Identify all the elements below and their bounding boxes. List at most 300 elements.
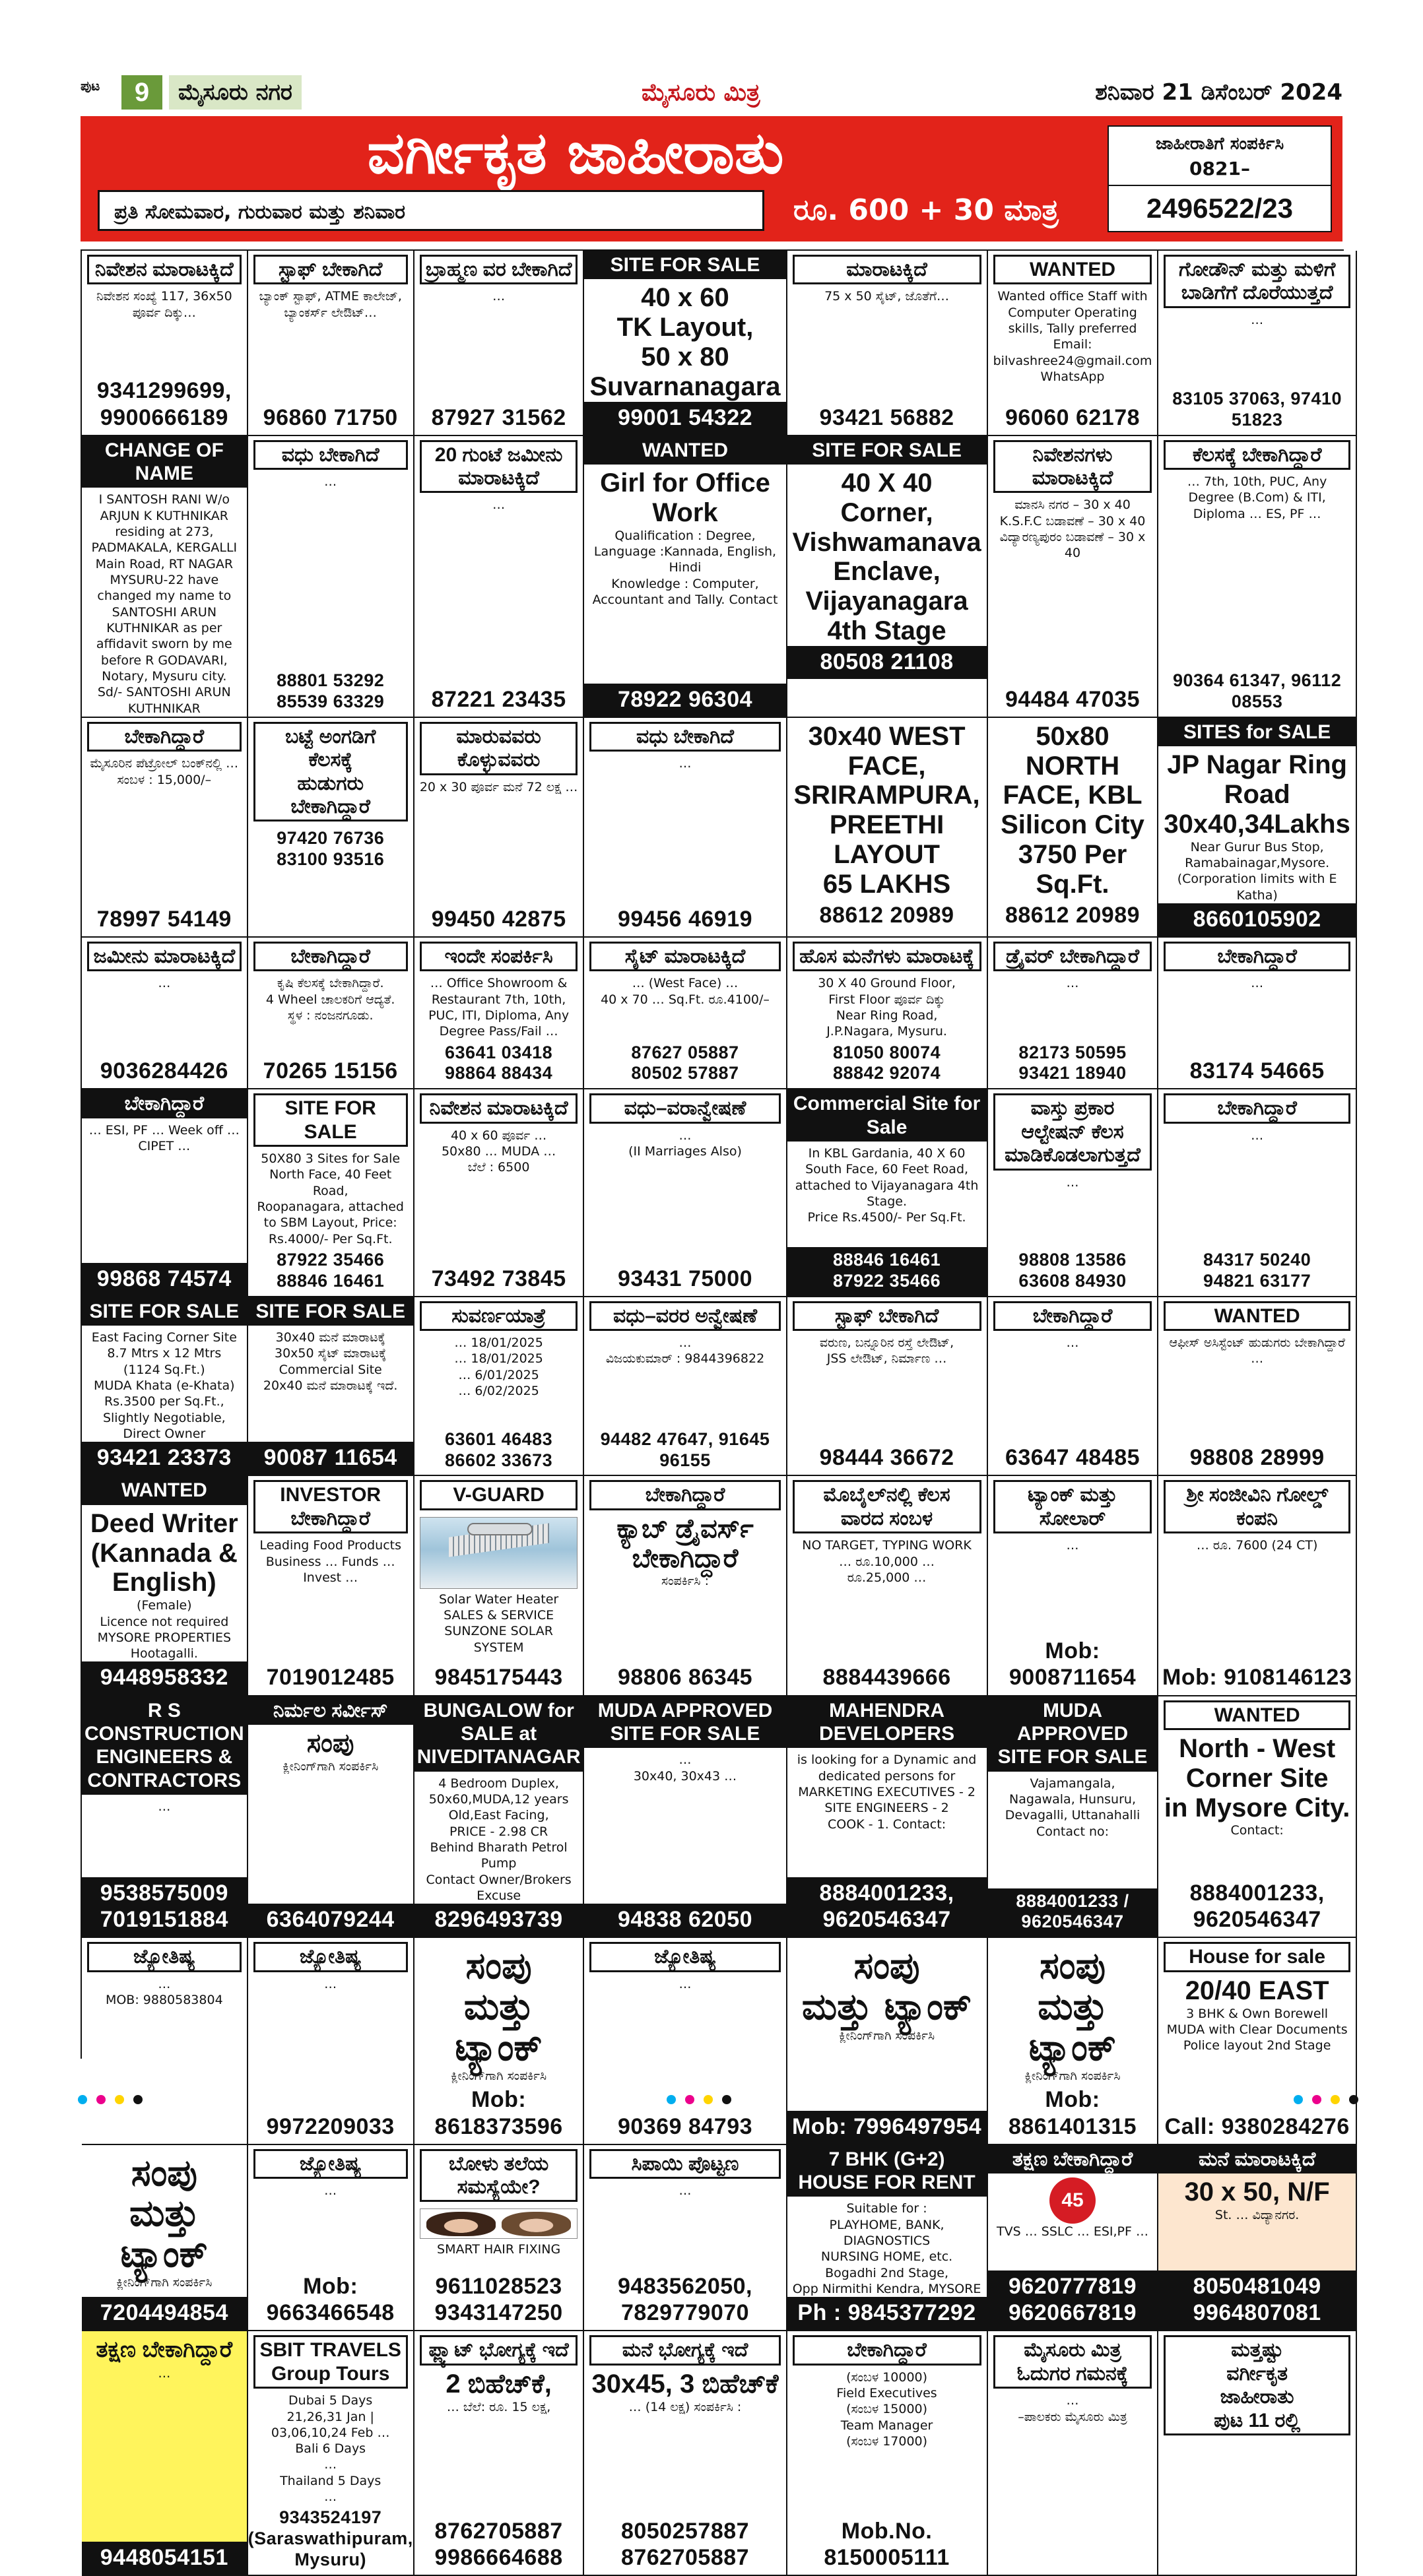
- classified-ad: [584, 1297, 787, 1477]
- ad-phone: 8884001233, 9620546347: [1189, 1881, 1325, 1933]
- ad-phone: 8050481049 9964807081: [1158, 2270, 1355, 2330]
- ad-heading: SITE FOR SALE: [82, 1297, 247, 1326]
- classified-ad: [1158, 1938, 1356, 2144]
- ad-phone: 90087 11654: [248, 1442, 413, 1475]
- ad-heading: ಇಂದೇ ಸಂಪರ್ಕಿಸಿ: [420, 942, 578, 971]
- ad-heading: R S CONSTRUCTION ENGINEERS & CONTRACTORS: [82, 1696, 247, 1795]
- classified-ad: [248, 718, 414, 938]
- classified-ad: [584, 1938, 787, 2144]
- contact-code: 0821–: [1189, 158, 1250, 179]
- ad-heading: ತಕ್ಷಣ ಬೇಕಾಗಿದ್ದಾರೆ: [988, 2145, 1158, 2174]
- ad-heading: ಬೇಕಾಗಿದ್ದಾರೆ: [793, 2335, 981, 2365]
- masthead-logo-icon: 45: [1049, 2177, 1096, 2224]
- classified-ad: [248, 1476, 414, 1696]
- hair-fixing-photo: [420, 2208, 578, 2239]
- ad-highlight: 2 ಬಿಹೆಚ್‌ಕೆ,: [446, 2369, 552, 2399]
- ad-heading: CHANGE OF NAME: [82, 436, 247, 488]
- classified-ad: [82, 1938, 248, 2144]
- classified-ad: [414, 1696, 585, 1939]
- classified-ad: [248, 436, 414, 718]
- ad-heading: ಬಟ್ಟೆ ಅಂಗಡಿಗೆ ಕೆಲಸಕ್ಕೆ ಹುಡುಗರು ಬೇಕಾಗಿದ್ದಾರೆ: [253, 722, 408, 822]
- ad-body: 30 X 40 Ground Floor, First Floor ಪೂರ್ವ ದಿಕ್ಕು Near Ring Road, J.P.Nagara, Mysuru.: [818, 976, 956, 1039]
- ad-body: ಕ್ಲೀನಿಂಗ್‌ಗಾಗಿ ಸಂಪರ್ಕಿಸಿ: [839, 2028, 935, 2043]
- ad-body: … 30x40, 30x43 …: [633, 1753, 737, 1784]
- ad-heading: ಬೇಕಾಗಿದ್ದಾರೆ: [993, 1301, 1152, 1331]
- ad-body: …: [158, 1799, 171, 1815]
- ad-highlight: 40 x 60 TK Layout, 50 x 80 Suvarnanagara: [589, 283, 781, 401]
- ad-body: (Female) Licence not required MYSORE PROPERTIES Hootagalli.: [97, 1598, 232, 1661]
- ad-heading: WANTED: [584, 436, 785, 465]
- sampu-title: ಸಂಪು ಮತ್ತು ಟ್ಯಾಂಕ್: [801, 1945, 972, 2028]
- classified-ad: [414, 1089, 585, 1297]
- banner-price: ರೂ. 600 + 30 ಮಾತ್ರ: [793, 193, 1059, 227]
- ad-phone: 63641 03418 98864 88434: [445, 1042, 553, 1083]
- ad-heading: ಜ್ಯೋತಿಷ್ಯ: [87, 1942, 242, 1972]
- classified-ad: [584, 2145, 787, 2332]
- ad-heading: MUDA APPROVED SITE FOR SALE: [584, 1696, 785, 1749]
- classified-ad: [988, 1089, 1159, 1297]
- banner-title: ವರ್ಗೀಕೃತ ಜಾಹೀರಾತು: [367, 119, 784, 187]
- classified-ad: [988, 1696, 1159, 1939]
- ad-body: ಮಾನಸಿ ನಗರ – 30 x 40 K.S.F.C ಬಡಾವಣೆ – 30 x 40 ವಿದ್ಯಾರಣ್ಯಪುರಂ ಬಡಾವಣೆ – 30 x 40: [999, 498, 1146, 561]
- classified-ad: [1158, 718, 1356, 938]
- classified-ad: [248, 251, 414, 436]
- ad-body: …: [1066, 976, 1079, 991]
- ad-phone: 9343524197 (Saraswathipuram, Mysuru): [248, 2507, 413, 2570]
- classified-ad: [82, 436, 248, 718]
- ad-phone: 9538575009 7019151884: [82, 1877, 247, 1937]
- issue-date: ಶನಿವಾರ 21 ಡಿಸೆಂಬರ್ 2024: [1095, 79, 1342, 106]
- ad-heading: ಮನೆ ಮಾರಾಟಕ್ಕಿದೆ: [1158, 2145, 1355, 2174]
- ad-body: 30x40 ಮನೆ ಮಾರಾಟಕ್ಕೆ 30x50 ಸೈಟ್ ಮಾರಾಟಕ್ಕೆ Commercial Site 20x40 ಮನೆ ಮಾರಾಟಕ್ಕೆ ಇದೆ.: [263, 1330, 398, 1394]
- classified-ad: [414, 251, 585, 436]
- ad-heading: WANTED: [993, 255, 1152, 284]
- classified-ad: [82, 1696, 248, 1939]
- classified-ad: [1158, 2145, 1356, 2332]
- ad-body: … 7th, 10th, PUC, Any Degree (B.Com) & ITI, Diploma … ES, PF …: [1187, 474, 1327, 521]
- ad-phone: 87627 05887 80502 57887: [631, 1042, 739, 1083]
- ad-body: …: [158, 976, 171, 991]
- ad-body: …: [1251, 1128, 1264, 1143]
- ad-heading: ಜ್ಯೋತಿಷ್ಯ: [253, 1942, 408, 1972]
- classified-ad: [248, 1297, 414, 1477]
- ad-body: ಸಂಪರ್ಕಿಸಿ :: [661, 1574, 709, 1589]
- classified-ad: [82, 2145, 248, 2332]
- ad-heading: INVESTOR ಬೇಕಾಗಿದ್ದಾರೆ: [253, 1480, 408, 1533]
- ad-heading: WANTED: [1164, 1301, 1350, 1331]
- ad-heading: ಬೇಕಾಗಿದ್ದಾರೆ: [87, 722, 242, 752]
- ad-heading: SITE FOR SALE: [248, 1297, 413, 1326]
- ad-phone: 82173 50595 93421 18940: [1018, 1042, 1127, 1083]
- ad-phone: 88612 20989: [1005, 902, 1141, 928]
- ad-phone: Ph : 9845377292: [787, 2297, 987, 2330]
- ad-highlight: ಸಂಪು: [306, 1728, 354, 1758]
- ad-highlight: 30 x 50, N/F: [1184, 2177, 1330, 2207]
- ad-phone: 80508 21108: [787, 646, 987, 679]
- ad-heading: ಬೇಕಾಗಿದ್ದಾರೆ: [253, 942, 408, 971]
- contact-number: 2496522/23: [1109, 185, 1331, 231]
- ad-phone: 90369 84793: [617, 2113, 753, 2139]
- classified-ad: [787, 436, 988, 718]
- ad-heading: ನಿರ್ಮಲ ಸರ್ವೀಸ್: [248, 1696, 413, 1725]
- ad-body: …: [1251, 976, 1264, 991]
- classified-ad: [787, 718, 988, 938]
- ad-phone: 73492 73845: [431, 1266, 566, 1291]
- ad-body: …: [158, 2366, 171, 2381]
- ad-phone: 9611028523 9343147250: [434, 2274, 563, 2326]
- ad-body: 50X80 3 Sites for Sale North Face, 40 Feet Road, Roopanagara, attached to SBM Layout, Price: Rs.4000/- Per Sq.Ft.: [257, 1151, 404, 1246]
- ad-phone: 93431 75000: [617, 1266, 753, 1291]
- ad-body: (ಸಂಬಳ 10000) Field Executives (ಸಂಬಳ 15000) Team Manager (ಸಂಬಳ 17000): [836, 2369, 937, 2449]
- classified-ad: [414, 436, 585, 718]
- ad-phone: 8296493739: [414, 1904, 583, 1937]
- ad-body: ಕ್ಲೀನಿಂಗ್‌ಗಾಗಿ ಸಂಪರ್ಕಿಸಿ: [282, 1758, 379, 1774]
- ad-body: ಮೈಸೂರಿನ ಪೆಟ್ರೋಲ್ ಬಂಕ್‌ನಲ್ಲಿ … ಸಂಬಳ : 15,000/–: [90, 756, 239, 787]
- ad-heading: House for sale: [1164, 1942, 1350, 1972]
- classified-ad: [248, 938, 414, 1089]
- ad-body: Contact:: [1230, 1823, 1284, 1838]
- ad-phone: 78922 96304: [584, 684, 785, 717]
- ad-body: … –ಪಾಲಕರು ಮೈಸೂರು ಮಿತ್ರ: [1018, 2393, 1127, 2424]
- ad-phone: 8884001233, 9620546347: [787, 1877, 987, 1937]
- ad-phone: 88612 20989: [819, 902, 954, 928]
- ad-phone: 7019012485: [266, 1665, 395, 1690]
- ad-phone: 9448054151: [82, 2542, 247, 2575]
- ad-body: … ವಿಜಯಕುಮಾರ್ : 9844396822: [605, 1336, 765, 1367]
- ad-phone: 88846 16461 87922 35466: [787, 1247, 987, 1296]
- classified-ad: [787, 251, 988, 436]
- ad-phone: Call: 9380284276: [1164, 2113, 1350, 2139]
- ad-body: TVS … SSLC … ESI,PF …: [997, 2224, 1148, 2239]
- registration-dots-center: [667, 2095, 731, 2104]
- classified-ad: [1158, 251, 1356, 436]
- classified-ad: [988, 938, 1159, 1089]
- page-label: ಪುಟ: [81, 78, 100, 94]
- sampu-title: ಸಂಪು ಮತ್ತು ಟ್ಯಾಂಕ್: [455, 1945, 543, 2069]
- registration-dots-right: [1294, 2095, 1358, 2104]
- classified-ad: [82, 718, 248, 938]
- classified-ad: [414, 2145, 585, 2332]
- ad-phone: 8884001233 / 9620546347: [988, 1888, 1158, 1937]
- ad-body: ಕ್ಲೀನಿಂಗ್‌ಗಾಗಿ ಸಂಪರ್ಕಿಸಿ: [1024, 2069, 1121, 2084]
- ad-body: …: [1066, 1538, 1079, 1553]
- classified-ad: [414, 1938, 585, 2144]
- ad-phone: 98444 36672: [819, 1445, 954, 1471]
- ad-body: I SANTOSH RANI W/o ARJUN K KUTHNIKAR residing at 273, PADMAKALA, KERGALLI Main Road, RT NAGAR MYSURU-22 have changed my name to SANTOSHI ARUN KUTHNIKAR as per affidavit sworn by me before R GODAVARI, Notary, Mysuru city. Sd/- SANTOSHI ARUN KUTHNIKAR: [91, 492, 238, 716]
- ad-phone: 83174 54665: [1189, 1058, 1325, 1084]
- ad-phone: 9341299699, 9900666189: [96, 378, 232, 430]
- classified-grid: [81, 249, 1352, 2570]
- ad-highlight: North - West Corner Site in Mysore City.: [1164, 1733, 1350, 1822]
- ad-phone: 94484 47035: [1005, 686, 1141, 712]
- classified-ad: [988, 2331, 1159, 2576]
- ad-body: …: [1066, 1175, 1079, 1190]
- ad-heading: Commercial Site for Sale: [787, 1089, 987, 1142]
- ad-body: 3 BHK & Own Borewell MUDA with Clear Documents Police layout 2nd Stage: [1166, 2006, 1348, 2053]
- classified-banner: [81, 116, 1342, 242]
- ad-body: …: [1066, 1336, 1079, 1351]
- classified-ad: [988, 1938, 1159, 2144]
- classified-ad: [248, 2331, 414, 2576]
- ad-phone: 98808 13586 63608 84930: [1018, 1250, 1127, 1291]
- ad-heading: WANTED: [82, 1476, 247, 1504]
- ad-heading: ಫ್ಲ್ಯಾಟ್ ಭೋಗ್ಯಕ್ಕೆ ಇದೆ: [420, 2335, 578, 2365]
- ad-heading: ಮೈಸೂರು ಮಿತ್ರ ಓದುಗರ ಗಮನಕ್ಕೆ: [993, 2335, 1152, 2389]
- ad-phone: 7204494854: [82, 2297, 247, 2330]
- ad-phone: 96860 71750: [263, 404, 398, 430]
- banner-schedule: ಪ್ರತಿ ಸೋಮವಾರ, ಗುರುವಾರ ಮತ್ತು ಶನಿವಾರ: [98, 190, 764, 231]
- ad-heading: ಸುವರ್ಣಯಾತ್ರೆ: [420, 1301, 578, 1331]
- classified-ad: [988, 2145, 1159, 2332]
- ad-body: Vajamangala, Nagawala, Hunsuru, Devagalli, Uttanahalli Contact no:: [1005, 1776, 1141, 1839]
- classified-ad: [787, 1476, 988, 1696]
- ad-heading: SITE FOR SALE: [584, 251, 785, 279]
- ad-phone: 8884439666: [822, 1665, 951, 1690]
- ad-phone: Mob: 8618373596: [434, 2087, 563, 2139]
- page-number: 9: [121, 75, 162, 110]
- ad-heading: ಮನೆ ಭೋಗ್ಯಕ್ಕೆ ಇದೆ: [589, 2335, 780, 2365]
- masthead-logo: ಮೈಸೂರು ಮಿತ್ರ: [642, 79, 760, 106]
- ad-phone: 63647 48485: [1005, 1445, 1141, 1471]
- ad-heading: ಮತ್ತಷ್ಟು ವರ್ಗೀಕೃತ ಜಾಹೀರಾತು ಪುಟ 11 ರಲ್ಲಿ: [1164, 2335, 1350, 2435]
- ad-phone: 96060 62178: [1005, 404, 1141, 430]
- classified-ad: [584, 2331, 787, 2576]
- classified-ad: [787, 1297, 988, 1477]
- ad-heading: ಬೇಕಾಗಿದ್ದಾರೆ: [82, 1089, 247, 1118]
- ad-body: … ಬೆಲೆ: ರೂ. 15 ಲಕ್ಷ,: [446, 2399, 551, 2414]
- ad-heading: WANTED: [1164, 1700, 1350, 1730]
- ad-phone: 94482 47647, 91645 96155: [600, 1429, 770, 1470]
- classified-ad: [787, 1938, 988, 2144]
- classified-ad: [988, 1476, 1159, 1696]
- ad-phone: 99001 54322: [584, 402, 785, 435]
- ad-body: 4 Bedroom Duplex, 50x60,MUDA,12 years Old,East Facing, PRICE - 2.98 CR Behind Bharath Petrol Pump Contact Owner/Brokers Excuse: [426, 1776, 572, 1903]
- ad-body: … (14 ಲಕ್ಷ) ಸಂಪರ್ಕಿಸಿ :: [628, 2399, 742, 2414]
- ad-body: SMART HAIR FIXING: [437, 2242, 561, 2257]
- ad-phone: 87927 31562: [431, 404, 566, 430]
- ad-heading: SITES for SALE: [1158, 718, 1355, 746]
- ad-phone: 83105 37063, 97410 51823: [1172, 388, 1342, 430]
- classified-ad: [584, 1476, 787, 1696]
- ad-body: Solar Water Heater SALES & SERVICE SUNZONE SOLAR SYSTEM: [438, 1592, 559, 1655]
- classified-ad: [1158, 1297, 1356, 1477]
- ad-heading: ಬ್ರಾಹ್ಮಣ ವರ ಬೇಕಾಗಿದೆ: [420, 255, 578, 284]
- model-face-image: [502, 2212, 571, 2236]
- classified-ad: [1158, 2331, 1356, 2576]
- ad-heading: ತಕ್ಷಣ ಬೇಕಾಗಿದ್ದಾರೆ: [96, 2337, 233, 2363]
- ad-phone: 8660105902: [1158, 903, 1355, 936]
- ad-heading: SITE FOR SALE: [787, 436, 987, 465]
- ad-highlight: 20/40 EAST: [1185, 1976, 1329, 2005]
- classified-ad: [1158, 1476, 1356, 1696]
- ad-body: … (II Marriages Also): [628, 1128, 742, 1159]
- classified-ad: [787, 938, 988, 1089]
- ad-phone: Mob: 8861401315: [1008, 2087, 1137, 2139]
- ad-body: … Office Showroom & Restaurant 7th, 10th, PUC, ITI, Diploma, Any Degree Pass/Fail …: [428, 976, 570, 1039]
- ad-heading: SBIT TRAVELS Group Tours: [253, 2335, 408, 2389]
- classified-ad: [82, 938, 248, 1089]
- ad-body: …: [324, 2183, 337, 2199]
- ad-phone: 93421 56882: [819, 404, 954, 430]
- ad-body: In KBL Gardania, 40 X 60 South Face, 60 Feet Road, attached to Vijayanagara 4th Stage. Price Rs.4500/- Per Sq.Ft.: [795, 1146, 979, 1225]
- ad-phone: Mob: 9008711654: [1009, 1638, 1137, 1690]
- classified-ad: [1158, 436, 1356, 718]
- ad-phone: 9036284426: [100, 1058, 228, 1084]
- ad-body: … ರೂ. 7600 (24 CT): [1196, 1538, 1318, 1553]
- ad-phone: 84317 50240 94821 63177: [1203, 1250, 1311, 1291]
- registration-dots-left: [78, 2095, 143, 2104]
- solar-water-heater-image: [420, 1517, 578, 1589]
- ad-phone: 93421 23373: [82, 1442, 247, 1475]
- ad-phone: 81050 80074 88842 92074: [832, 1042, 941, 1083]
- model-face-image: [426, 2212, 496, 2236]
- ad-phone: 78997 54149: [96, 906, 232, 932]
- ad-heading: ವಧು ಬೇಕಾಗಿದೆ: [253, 440, 408, 470]
- ad-heading: ಬೋಳು ತಲೆಯ ಸಮಸ್ಯೆಯೇ?: [420, 2149, 578, 2203]
- classified-ad: [1158, 1089, 1356, 1297]
- ad-heading: ಸ್ಟಾಫ್ ಬೇಕಾಗಿದೆ: [253, 255, 408, 284]
- classified-ad: [82, 251, 248, 436]
- ad-body: ಬ್ಯಾಂಕ್ ಸ್ಟಾಫ್, ATME ಕಾಲೇಜ್, ಬ್ಯಾಂಕರ್ಸ್ ಲೇಔಟ್…: [259, 289, 402, 320]
- ad-phone: 6364079244: [248, 1904, 413, 1937]
- classified-ad: [414, 1476, 585, 1696]
- classified-ad: [1158, 938, 1356, 1089]
- ad-phone: 9448958332: [82, 1661, 247, 1694]
- classified-ad: [584, 1089, 787, 1297]
- classified-ad: [988, 251, 1159, 436]
- ad-heading: BUNGALOW for SALE at NIVEDITANAGAR: [414, 1696, 583, 1772]
- ad-heading: ಜ್ಯೋತಿಷ್ಯ: [253, 2149, 408, 2179]
- ad-body: Dubai 5 Days 21,26,31 Jan | 03,06,10,24 Feb … Bali 6 Days … Thailand 5 Days …: [271, 2393, 390, 2505]
- ad-phone: 99868 74574: [82, 1263, 247, 1296]
- classified-ad: [82, 1297, 248, 1477]
- ad-phone: 87221 23435: [431, 686, 566, 712]
- contact-label: ಜಾಹೀರಾತಿಗೆ ಸಂಪರ್ಕಿಸಿ: [1155, 134, 1284, 154]
- ad-heading: ಡ್ರೈವರ್ ಬೇಕಾಗಿದ್ದಾರೆ: [993, 942, 1152, 971]
- ad-highlight: Deed Writer (Kannada & English): [90, 1508, 238, 1597]
- ad-phone: 9620777819 9620667819: [988, 2270, 1158, 2330]
- ad-phone: Mob: 9663466548: [266, 2274, 395, 2326]
- ad-phone: 9845175443: [434, 1665, 563, 1690]
- classified-ad: [414, 2331, 585, 2576]
- classified-ad: [584, 938, 787, 1089]
- sampu-title: ಸಂಪು ಮತ್ತು ಟ್ಯಾಂಕ್: [1028, 1945, 1117, 2069]
- ad-heading: ಬೇಕಾಗಿದ್ದಾರೆ: [1164, 1093, 1350, 1123]
- classified-ad: [787, 1089, 988, 1297]
- ad-highlight: JP Nagar Ring Road 30x40,34Lakhs: [1164, 750, 1350, 839]
- classified-ad: [1158, 1696, 1356, 1939]
- ad-phone: 97420 76736 83100 93516: [277, 828, 385, 870]
- ad-heading: 7 BHK (G+2) HOUSE FOR RENT: [787, 2145, 987, 2197]
- ad-highlight: ಕ್ಯಾಬ್ ಡ್ರೈವರ್ಸ್ ಬೇಕಾಗಿದ್ದಾರೆ: [616, 1514, 754, 1573]
- ad-heading: ವಧು–ವರರ ಅನ್ವೇಷಣೆ: [589, 1301, 780, 1331]
- ad-phone: 88801 53292 85539 63329: [277, 670, 385, 711]
- ad-body: … (West Face) … 40 x 70 … Sq.Ft. ರೂ.4100/–: [601, 976, 770, 1007]
- ad-phone: 98808 28999: [1189, 1445, 1325, 1471]
- ad-body: is looking for a Dynamic and dedicated persons for MARKETING EXECUTIVES - 2 SITE ENGINEERS - 2 COOK - 1. Contact:: [797, 1753, 977, 1832]
- classified-ad: [988, 718, 1159, 938]
- classified-ad: [584, 436, 787, 718]
- ad-heading: ವಧು–ವರಾನ್ವೇಷಣೆ: [589, 1093, 780, 1123]
- ad-body: …: [678, 1976, 692, 1991]
- ad-phone: 9972209033: [266, 2113, 395, 2139]
- ad-heading: ಜಮೀನು ಮಾರಾಟಕ್ಕಿದೆ: [87, 942, 242, 971]
- ad-heading: ಹೊಸ ಮನೆಗಳು ಮಾರಾಟಕ್ಕೆ: [793, 942, 981, 971]
- ad-phone: 8762705887 9986664688: [434, 2518, 563, 2570]
- classified-ad: [414, 1297, 585, 1477]
- ad-body: ನಿವೇಶನ ಸಂಖ್ಯೆ 117, 36x50 ಪೂರ್ವ ದಿಕ್ಕು…: [96, 289, 232, 320]
- ad-heading: ಮಾರುವವರು ಕೊಳ್ಳುವವರು: [420, 722, 578, 775]
- ad-heading: SITE FOR SALE: [253, 1093, 408, 1147]
- classified-ad: [248, 1089, 414, 1297]
- ad-heading: MAHENDRA DEVELOPERS: [787, 1696, 987, 1749]
- ad-phone: Mob: 9108146123: [1162, 1665, 1352, 1690]
- ad-heading: ಮಾರಾಟಕ್ಕಿದೆ: [793, 255, 981, 284]
- ad-phone: 90364 61347, 96112 08553: [1173, 670, 1342, 711]
- classified-ad: [248, 2145, 414, 2332]
- ad-highlight: 30x45, 3 ಬಿಹೆಚ್‌ಕೆ: [591, 2369, 779, 2399]
- ad-heading: 20 ಗುಂಟೆ ಜಮೀನು ಮಾರಾಟಕ್ಕಿದೆ: [420, 440, 578, 494]
- sampu-title: ಸಂಪು ಮತ್ತು ಟ್ಯಾಂಕ್: [120, 2151, 208, 2276]
- classified-ad: [584, 718, 787, 938]
- classified-ad: [988, 436, 1159, 718]
- ad-heading: ಶ್ರೀ ಸಂಜೀವಿನಿ ಗೋಲ್ಡ್ ಕಂಪನಿ: [1164, 1480, 1350, 1533]
- ad-body: … 18/01/2025 … 18/01/2025 … 6/01/2025 … 6/02/2025: [454, 1336, 543, 1399]
- classified-ad: [248, 1696, 414, 1939]
- ad-body: ಆಫೀಸ್ ಅಸಿಸ್ಟೆಂಟ್ ಹುಡುಗರು ಬೇಕಾಗಿದ್ದಾರೆ …: [1169, 1336, 1345, 1367]
- classified-ad: [988, 1297, 1159, 1477]
- classified-ad: [584, 251, 787, 436]
- ad-body: St. … ವಿದ್ಯಾನಗರ.: [1214, 2207, 1300, 2222]
- ad-heading: ಸೈಟ್ ಮಾರಾಟಕ್ಕಿದೆ: [589, 942, 780, 971]
- ad-body: ಕ್ಲೀನಿಂಗ್‌ಗಾಗಿ ಸಂಪರ್ಕಿಸಿ: [451, 2069, 547, 2084]
- classified-ad: [787, 1696, 988, 1939]
- ad-phone: 94838 62050: [584, 1904, 785, 1937]
- ad-heading: MUDA APPROVED SITE FOR SALE: [988, 1696, 1158, 1772]
- ad-heading: ಸಿಪಾಯಿ ಪೊಟ್ಟಣ: [589, 2149, 780, 2179]
- ad-highlight: 50x80 NORTH FACE, KBL Silicon City 3750 Per Sq.Ft.: [1001, 721, 1144, 899]
- ad-body: ಕ್ಲೀನಿಂಗ್‌ಗಾಗಿ ಸಂಪರ್ಕಿಸಿ: [116, 2275, 213, 2290]
- ad-body: …: [678, 2183, 692, 2199]
- ad-phone: 70265 15156: [263, 1058, 398, 1084]
- ad-body: 40 x 60 ಪೂರ್ವ … 50x80 … MUDA … ಬೆಲೆ : 6500: [441, 1128, 556, 1175]
- ad-body: 20 x 30 ಪೂರ್ವ ಮನೆ 72 ಲಕ್ಷ …: [419, 779, 578, 794]
- ad-body: …: [678, 756, 692, 771]
- classified-ad: [82, 1089, 248, 1297]
- ad-body: Suitable for : PLAYHOME, BANK, DIAGNOSTICS NURSING HOME, etc. Bogadhi 2nd Stage, Opp Nirmithi Kendra, MYSORE: [792, 2201, 981, 2296]
- classified-ad: [414, 718, 585, 938]
- ad-heading: ಸ್ಟಾಫ್ ಬೇಕಾಗಿದೆ: [793, 1301, 981, 1331]
- classified-ad: [248, 1938, 414, 2144]
- classified-ad: [787, 2145, 988, 2332]
- ad-heading: ಮೊಬೈಲ್‌ನಲ್ಲಿ ಕೆಲಸ ವಾರದ ಸಂಬಳ: [793, 1480, 981, 1533]
- ad-phone: 8050257887 8762705887: [620, 2518, 750, 2570]
- ad-body: ವರುಣ, ಬನ್ನೂರಿನ ರಸ್ತೆ ಲೇಔಟ್, JSS ಲೇಔಟ್, ನಿರ್ಮಾಣ …: [819, 1336, 954, 1367]
- classified-ad: [82, 2331, 248, 2576]
- ad-phone: 99450 42875: [431, 906, 566, 932]
- ad-heading: ಟ್ಯಾಂಕ್ ಮತ್ತು ಸೋಲಾರ್: [993, 1480, 1152, 1533]
- ad-contact-box: [1108, 125, 1332, 232]
- ad-heading: ನಿವೇಶನ ಮಾರಾಟಕ್ಕಿದೆ: [87, 255, 242, 284]
- ad-heading: ಗೋಡೌನ್ ಮತ್ತು ಮಳಿಗೆ ಬಾಡಿಗೆಗೆ ದೊರೆಯುತ್ತದೆ: [1164, 255, 1350, 308]
- ad-heading: V-GUARD: [420, 1480, 578, 1510]
- page-header: [81, 75, 1342, 110]
- ad-phone: 9483562050, 7829779070: [617, 2274, 753, 2326]
- ad-body: East Facing Corner Site 8.7 Mtrs x 12 Mtrs (1124 Sq.Ft.) MUDA Khata (e-Khata) Rs.3500 per Sq.Ft., Slightly Negotiable, Direct Owner: [91, 1330, 237, 1441]
- ad-body: …: [324, 1976, 337, 1991]
- ad-heading: ವಧು ಬೇಕಾಗಿದೆ: [589, 722, 780, 752]
- section-title: ಮೈಸೂರು ನಗರ: [169, 75, 302, 110]
